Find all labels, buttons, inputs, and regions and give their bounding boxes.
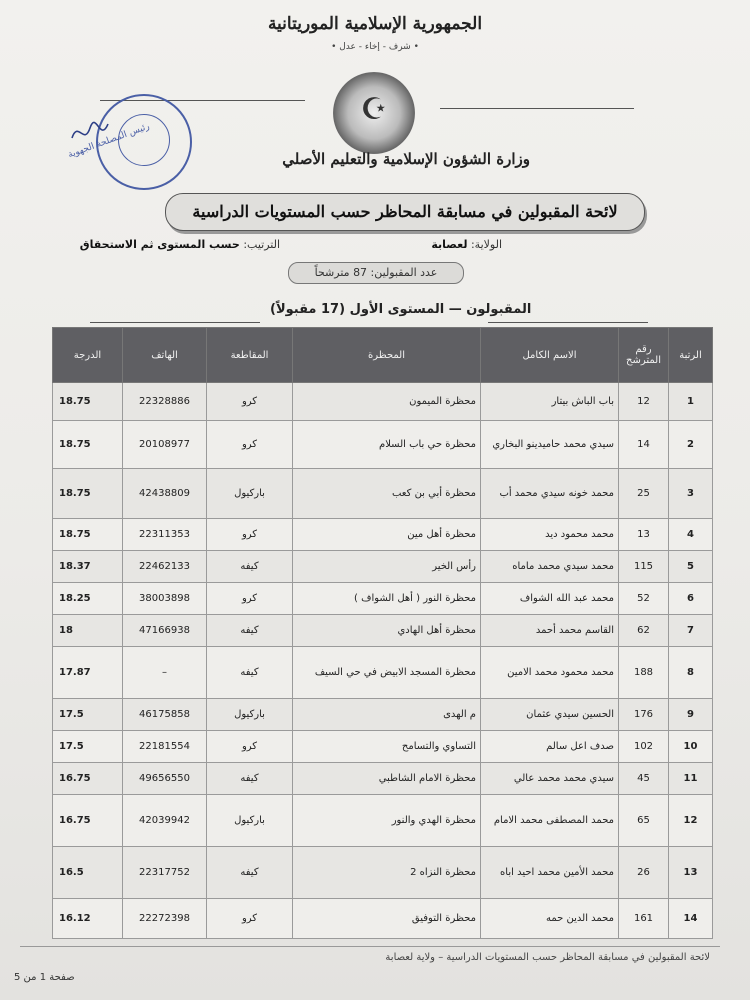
cell-rank: 7	[669, 615, 713, 647]
cell-district: كيفه	[207, 847, 293, 899]
cell-phone: 22328886	[123, 383, 207, 421]
cell-mahdara: محظرة أبي بن كعب	[293, 469, 481, 519]
cell-rank: 4	[669, 519, 713, 551]
cell-phone: 22462133	[123, 551, 207, 583]
cell-rank: 12	[669, 795, 713, 847]
document-title-banner: لائحة المقبولين في مسابقة المحاظر حسب المستويات الدراسية	[165, 193, 645, 231]
cell-grade: 16.12	[53, 899, 123, 939]
cell-grade: 16.75	[53, 763, 123, 795]
table-row	[53, 699, 713, 731]
accepted-table	[52, 327, 713, 939]
cell-rank: 3	[669, 469, 713, 519]
cell-name: محمد محمود محمد الامين	[481, 647, 619, 699]
col-number: رقم المترشح	[619, 328, 669, 383]
cell-name: القاسم محمد أحمد	[481, 615, 619, 647]
cell-mahdara: التساوي والتسامح	[293, 731, 481, 763]
cell-grade: 18.75	[53, 469, 123, 519]
cell-district: كيفه	[207, 615, 293, 647]
col-rank: الرتبة	[669, 328, 713, 383]
cell-phone: 42039942	[123, 795, 207, 847]
cell-mahdara: محظرة النور ( أهل الشواف )	[293, 583, 481, 615]
cell-mahdara: محظرة أهل مين	[293, 519, 481, 551]
cell-number: 45	[619, 763, 669, 795]
cell-mahdara: محظرة الميمون	[293, 383, 481, 421]
table-row	[53, 421, 713, 469]
cell-mahdara: محظرة النزاه 2	[293, 847, 481, 899]
cell-number: 26	[619, 847, 669, 899]
cell-number: 65	[619, 795, 669, 847]
cell-grade: 18.75	[53, 519, 123, 551]
table-row	[53, 469, 713, 519]
cell-grade: 16.5	[53, 847, 123, 899]
cell-mahdara: م الهدى	[293, 699, 481, 731]
header-rule-right	[440, 108, 634, 109]
cell-grade: 16.75	[53, 795, 123, 847]
cell-grade: 17.87	[53, 647, 123, 699]
cell-mahdara: محظرة التوفيق	[293, 899, 481, 939]
cell-name: سيدي محمد محمد عالي	[481, 763, 619, 795]
cell-mahdara: محظرة حي باب السلام	[293, 421, 481, 469]
cell-phone: 22181554	[123, 731, 207, 763]
cell-grade: 18.25	[53, 583, 123, 615]
cell-number: 161	[619, 899, 669, 939]
wilaya-field	[431, 238, 502, 251]
section-rule-right	[488, 322, 648, 323]
cell-grade: 17.5	[53, 731, 123, 763]
cell-district: كرو	[207, 383, 293, 421]
ministry-seal	[333, 72, 415, 154]
cell-number: 25	[619, 469, 669, 519]
accepted-count: عدد المقبولين: 87 مترشحاً	[288, 262, 464, 284]
cell-rank: 6	[669, 583, 713, 615]
cell-number: 188	[619, 647, 669, 699]
cell-grade: 17.5	[53, 699, 123, 731]
table-row	[53, 383, 713, 421]
cell-mahdara: رأس الخير	[293, 551, 481, 583]
cell-rank: 8	[669, 647, 713, 699]
cell-mahdara: محظرة أهل الهادي	[293, 615, 481, 647]
cell-grade: 18.75	[53, 421, 123, 469]
cell-rank: 11	[669, 763, 713, 795]
cell-name: محمد عبد الله الشواف	[481, 583, 619, 615]
table-row	[53, 847, 713, 899]
cell-phone: 49656550	[123, 763, 207, 795]
cell-district: باركيول	[207, 469, 293, 519]
cell-number: 12	[619, 383, 669, 421]
section-title: المقبولون — المستوى الأول (17 مقبولاً)	[270, 302, 532, 317]
cell-district: كرو	[207, 583, 293, 615]
cell-district: باركيول	[207, 699, 293, 731]
table-row	[53, 795, 713, 847]
cell-phone: 22272398	[123, 899, 207, 939]
cell-name: محمد سيدي محمد ماماه	[481, 551, 619, 583]
cell-name: محمد الدين حمه	[481, 899, 619, 939]
cell-grade: 18.37	[53, 551, 123, 583]
section-rule-left	[90, 322, 260, 323]
footer-caption: لائحة المقبولين في مسابقة المحاظر حسب المستويات الدراسية – ولاية لعصابة	[385, 952, 710, 963]
table-row	[53, 899, 713, 939]
cell-rank: 9	[669, 699, 713, 731]
ministry-name: وزارة الشؤون الإسلامية والتعليم الأصلي	[282, 150, 530, 168]
table-row	[53, 551, 713, 583]
cell-number: 102	[619, 731, 669, 763]
cell-phone: –	[123, 647, 207, 699]
table-header-row	[53, 328, 713, 383]
stamp-text: رئيس المصلحة الجهوية	[66, 121, 151, 161]
cell-grade: 18.75	[53, 383, 123, 421]
cell-grade: 18	[53, 615, 123, 647]
table-row	[53, 763, 713, 795]
order-value: حسب المستوى ثم الاستحقاق	[79, 238, 240, 251]
cell-phone: 22317752	[123, 847, 207, 899]
col-name: الاسم الكامل	[481, 328, 619, 383]
cell-rank: 13	[669, 847, 713, 899]
cell-district: باركيول	[207, 795, 293, 847]
cell-mahdara: محظرة الهدي والنور	[293, 795, 481, 847]
footer-rule	[20, 946, 720, 947]
cell-rank: 2	[669, 421, 713, 469]
cell-rank: 5	[669, 551, 713, 583]
cell-name: صدف اعل سالم	[481, 731, 619, 763]
cell-name: الحسين سيدي عثمان	[481, 699, 619, 731]
cell-name: محمد الأمين محمد احيد اباه	[481, 847, 619, 899]
cell-phone: 20108977	[123, 421, 207, 469]
cell-district: كيفه	[207, 763, 293, 795]
cell-number: 176	[619, 699, 669, 731]
cell-number: 14	[619, 421, 669, 469]
col-phone: الهاتف	[123, 328, 207, 383]
cell-name: محمد محمود ديد	[481, 519, 619, 551]
cell-name: محمد خونه سيدي محمد أب	[481, 469, 619, 519]
cell-number: 52	[619, 583, 669, 615]
cell-phone: 46175858	[123, 699, 207, 731]
republic-motto: • شرف - إخاء - عدل •	[331, 42, 419, 52]
cell-number: 62	[619, 615, 669, 647]
col-mahdara: المحظرة	[293, 328, 481, 383]
cell-phone: 38003898	[123, 583, 207, 615]
cell-name: سيدي محمد حاميدينو البخاري	[481, 421, 619, 469]
order-label: الترتيب:	[243, 238, 280, 251]
table-row	[53, 583, 713, 615]
cell-rank: 1	[669, 383, 713, 421]
cell-mahdara: محظرة المسجد الابيض في حي السيف	[293, 647, 481, 699]
wilaya-label: الولاية:	[470, 238, 502, 251]
table-row	[53, 615, 713, 647]
cell-number: 13	[619, 519, 669, 551]
wilaya-value: لعصابة	[431, 238, 468, 251]
cell-district: كرو	[207, 731, 293, 763]
cell-mahdara: محظرة الامام الشاطبي	[293, 763, 481, 795]
cell-rank: 14	[669, 899, 713, 939]
page-number: صفحة 1 من 5	[14, 972, 75, 983]
cell-rank: 10	[669, 731, 713, 763]
table-row	[53, 731, 713, 763]
republic-title: الجمهورية الإسلامية الموريتانية	[267, 14, 483, 34]
order-field	[80, 238, 280, 251]
table-row	[53, 647, 713, 699]
cell-name: باب الباش بيتار	[481, 383, 619, 421]
cell-district: كيفه	[207, 551, 293, 583]
cell-phone: 42438809	[123, 469, 207, 519]
cell-district: كرو	[207, 421, 293, 469]
cell-phone: 22311353	[123, 519, 207, 551]
star-crescent-icon: ☪	[360, 92, 388, 127]
col-district: المقاطعة	[207, 328, 293, 383]
col-grade: الدرجة	[53, 328, 123, 383]
cell-district: كرو	[207, 519, 293, 551]
cell-phone: 47166938	[123, 615, 207, 647]
cell-name: محمد المصطفى محمد الامام	[481, 795, 619, 847]
cell-number: 115	[619, 551, 669, 583]
table-row	[53, 519, 713, 551]
signature-icon	[70, 118, 110, 148]
cell-district: كيفه	[207, 647, 293, 699]
cell-district: كرو	[207, 899, 293, 939]
